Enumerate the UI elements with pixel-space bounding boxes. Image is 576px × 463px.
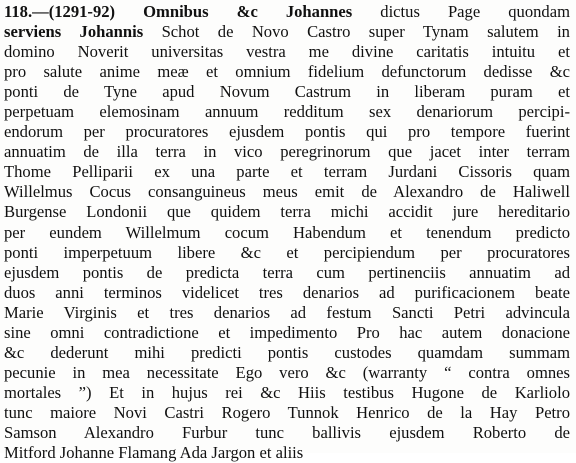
entry-line-21: tunc maiore Novi Castri Rogero Tunnok Henrico de la Hay Petro [4, 402, 570, 422]
entry-line-text: Schot de Novo Castro super Tynam salutem in [143, 22, 570, 42]
entry-line-5: ponti de Tyne apud Novum Castrum in liberam puram et [4, 82, 570, 102]
entry-line-20: mortales ”) Et in hujus rei &c Hiis testibus Hugone de Karliolo [4, 382, 570, 402]
entry-line-15: duos anni terminos videlicet tres denarios ad purificacionem beate [4, 282, 570, 302]
entry-line-10: Willelmus Cocus consanguineus meus emit de Alexandro de Haliwell [4, 182, 570, 202]
entry-line-17: sine omni contradictione et impedimento Pro hac autem donacione [4, 322, 570, 342]
entry-line-9: Thome Pelliparii ex una parte et terram Jurdani Cissoris quam [4, 162, 570, 182]
entry-line-1 [4, 2, 570, 22]
entry-line-23: Mitford Johanne Flamang Ada Jargon et aliis [4, 443, 304, 463]
entry-line-6: perpetuam elemosinam annuum redditum sex denariorum percipi- [4, 102, 570, 122]
entry-line-13: ponti imperpetuum libere &c et percipiendum per procuratores [4, 242, 570, 262]
entry-number: 118.—(1291-92) [4, 2, 116, 21]
entry-line-7: endorum per procuratores ejusdem pontis qui pro tempore fuerint [4, 122, 570, 142]
entry-line-2 [4, 22, 570, 42]
entry-line-12: per eundem Willelmum cocum Habendum et tenendum predicto [4, 222, 570, 242]
entry-line-22: Samson Alexandro Furbur tunc ballivis ejusdem Roberto de [4, 422, 570, 442]
entry-line-19: pecunie in mea necessitate Ego vero &c (warranty “ contra omnes [4, 362, 570, 382]
entry-line-14: ejusdem pontis de predicta terra cum pertinenciis annuatim ad [4, 262, 570, 282]
entry-line-16: Marie Virginis et tres denarios ad festum Sancti Petri advincula [4, 302, 570, 322]
entry-line-4: pro salute anime meæ et omnium fidelium defunctorum dedisse &c [4, 62, 570, 82]
entry-line-8: annuatim de illa terra in vico peregrinorum que jacet inter terram [4, 142, 570, 162]
entry-serviens: serviens Johannis [4, 22, 144, 42]
entry-line-18: &c dederunt mihi predicti pontis custodes quamdam summam [4, 342, 570, 362]
entry-opening: Omnibus &c Johannes [143, 2, 353, 21]
entry-line-11: Burgense Londonii que quidem terra michi accidit jure hereditario [4, 202, 570, 222]
entry-line-text: dictus Page quondam [352, 2, 570, 21]
entry-line-3: domino Noverit universitas vestra me divine caritatis intuitu et [4, 42, 570, 62]
charter-entry [4, 2, 570, 463]
